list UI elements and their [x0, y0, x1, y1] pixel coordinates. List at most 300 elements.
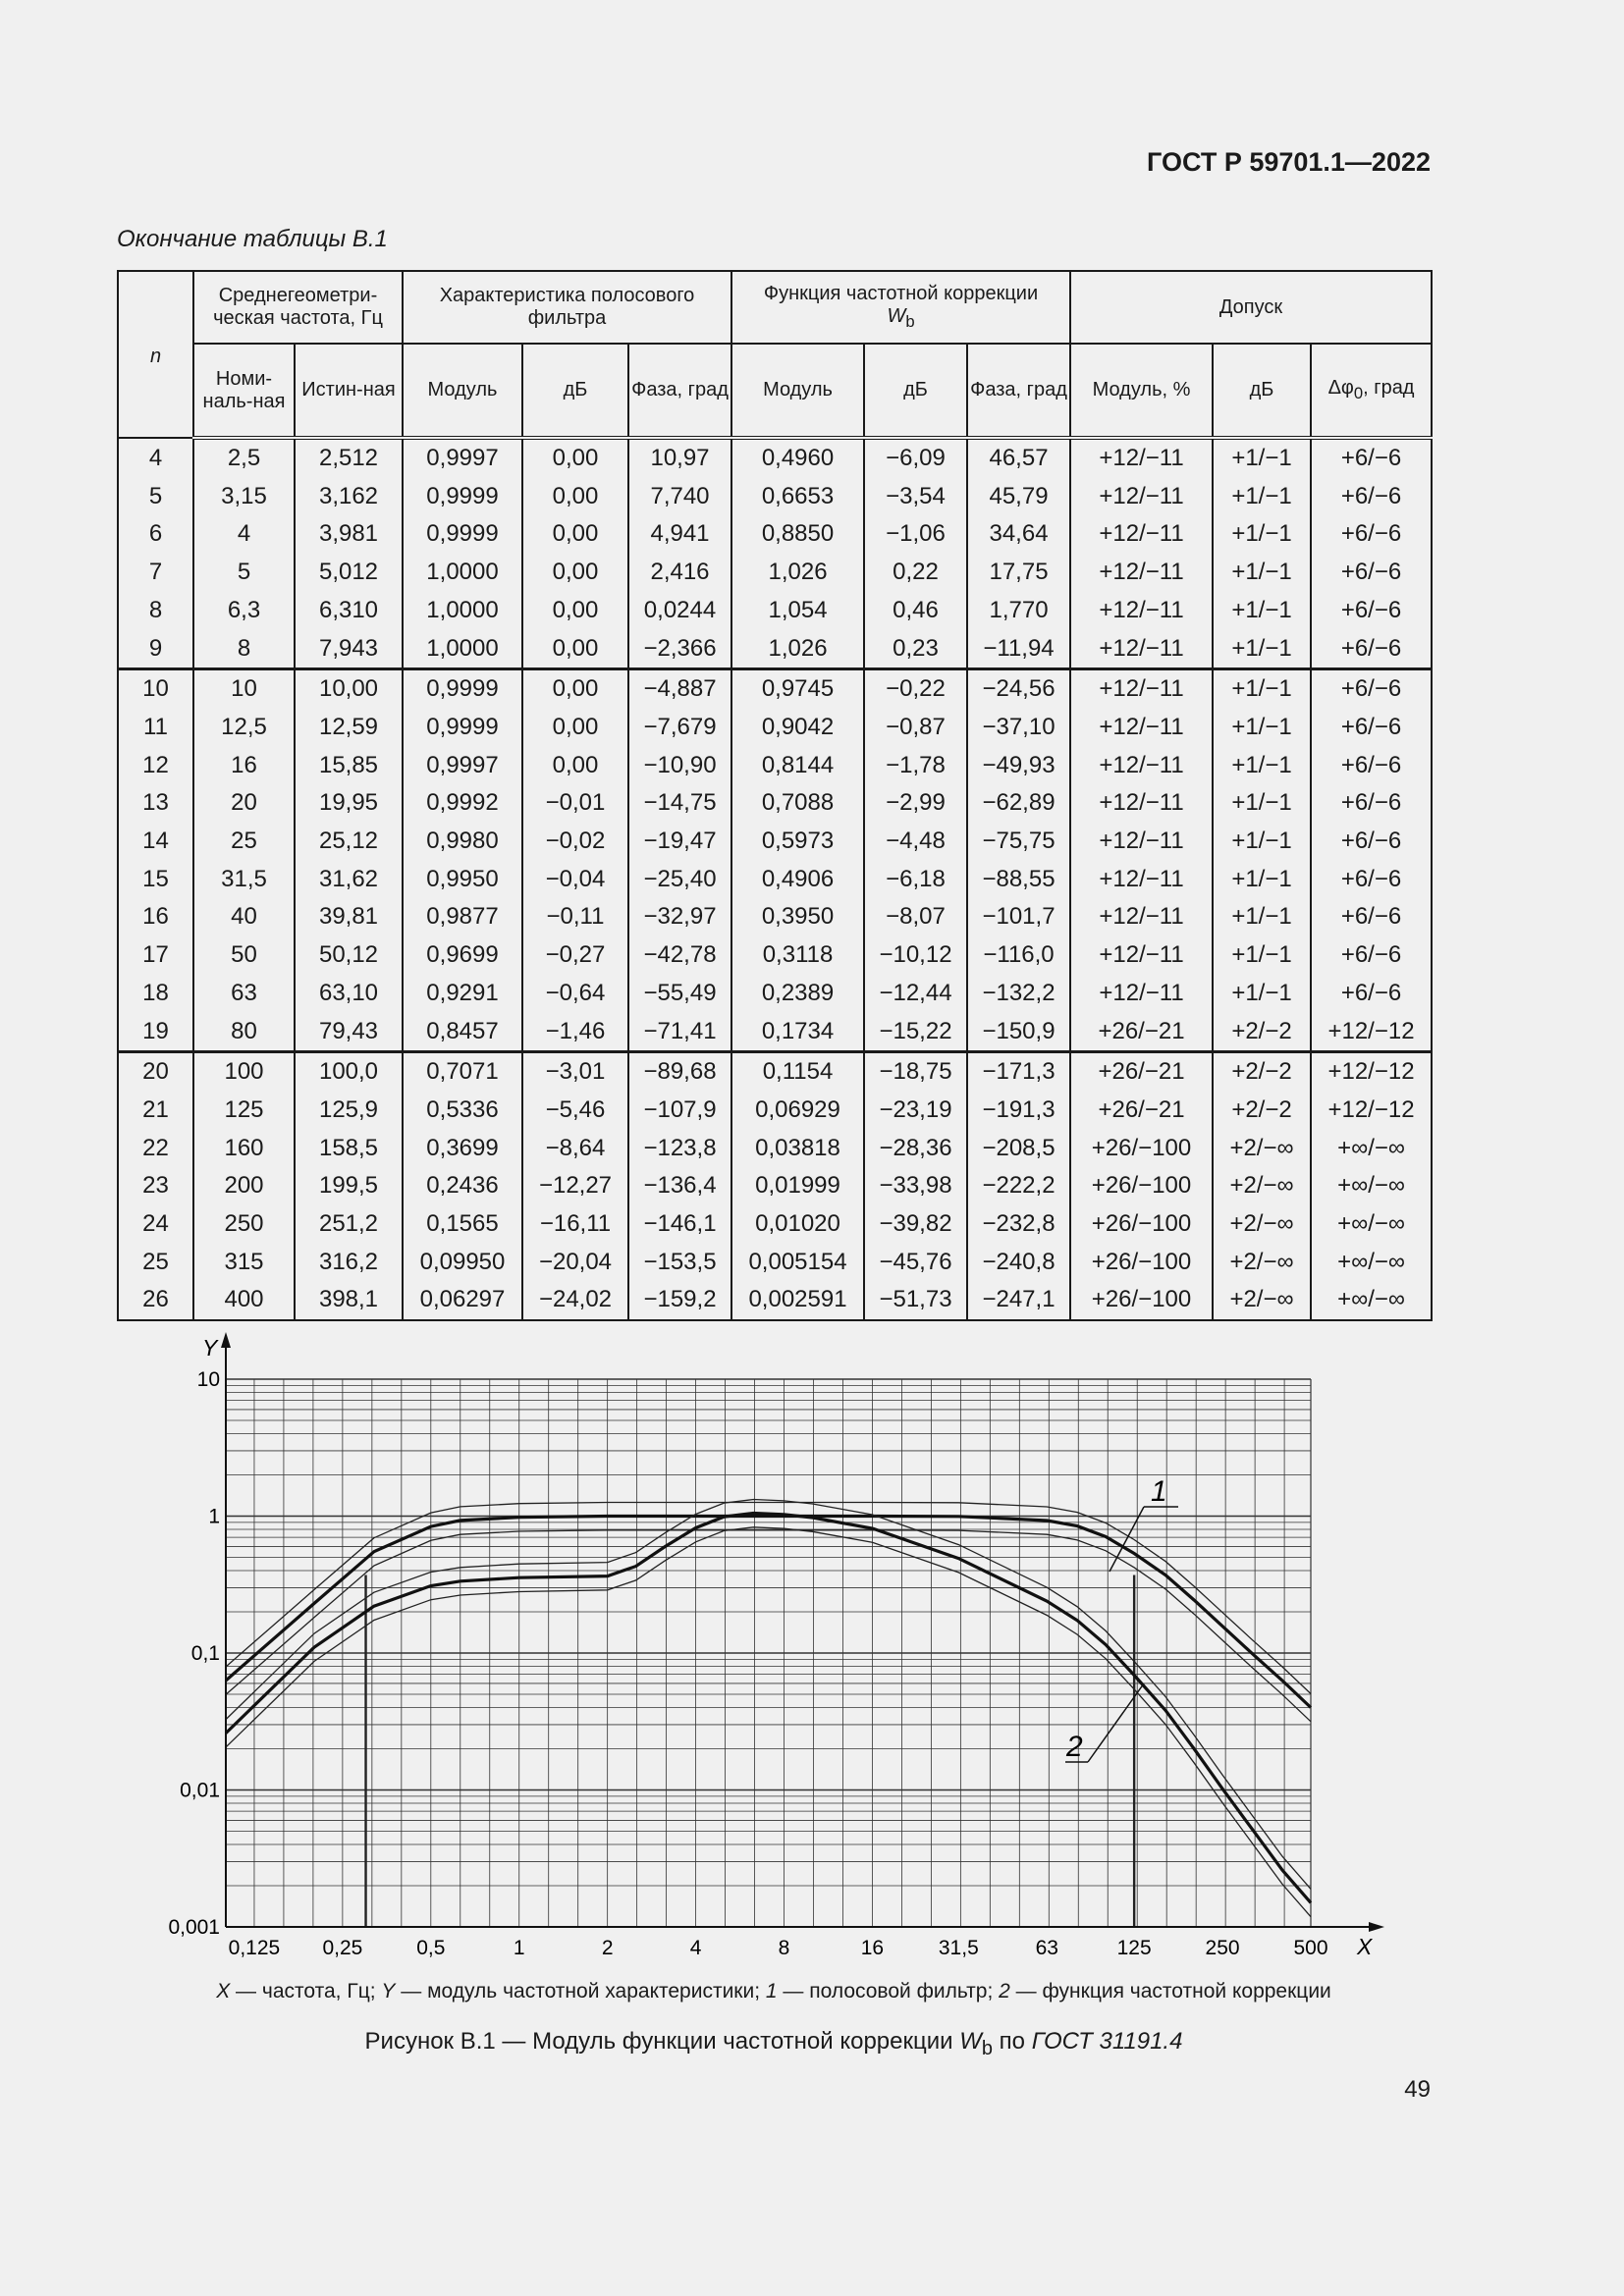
table-cell: 0,00 — [522, 554, 628, 592]
table-cell: −222,2 — [967, 1167, 1070, 1205]
table-cell: 2,5 — [193, 438, 295, 478]
table-cell: +1/−1 — [1213, 709, 1311, 747]
caption-prefix: Рисунок В.1 — Модуль функции частотной коррекции — [364, 2028, 960, 2055]
table-cell: 0,5336 — [403, 1092, 522, 1130]
table-cell: 0,5973 — [731, 823, 864, 861]
standard-code: ГОСТ Р 59701.1—2022 — [1147, 147, 1431, 177]
table-cell: 2,512 — [295, 438, 403, 478]
table-cell: 250 — [193, 1205, 295, 1244]
table-cell: 25 — [118, 1244, 193, 1282]
table-cell: +∞/−∞ — [1311, 1244, 1432, 1282]
table-cell: +1/−1 — [1213, 438, 1311, 478]
table-cell: 0,8144 — [731, 747, 864, 785]
table-cell: 1,026 — [731, 630, 864, 669]
table-cell: −132,2 — [967, 975, 1070, 1013]
table-cell: −123,8 — [628, 1130, 731, 1168]
table-cell: 17 — [118, 936, 193, 975]
table-cell: 0,9877 — [403, 898, 522, 936]
table-cell: +1/−1 — [1213, 554, 1311, 592]
table-cell: 20 — [118, 1052, 193, 1092]
caption-ref: ГОСТ 31191.4 — [1031, 2028, 1183, 2055]
table-cell: +6/−6 — [1311, 554, 1432, 592]
legend-y-desc: — модуль частотной характеристики; — [395, 1980, 766, 2002]
y-tick-label: 10 — [196, 1368, 220, 1391]
table-cell: +6/−6 — [1311, 669, 1432, 709]
data-table — [117, 270, 1433, 1321]
y-tick-label: 0,01 — [180, 1779, 220, 1802]
x-tick-label: 1 — [513, 1937, 525, 1959]
table-row — [118, 1244, 1432, 1282]
table-cell: +2/−2 — [1213, 1013, 1311, 1052]
table-cell: 0,4960 — [731, 438, 864, 478]
table-cell: 0,9999 — [403, 478, 522, 516]
table-cell: 315 — [193, 1244, 295, 1282]
x-tick-label: 4 — [689, 1937, 702, 1959]
table-cell: 0,9997 — [403, 747, 522, 785]
table-cell: 4,941 — [628, 515, 731, 554]
legend-one-desc: — полосовой фильтр; — [777, 1980, 1000, 2002]
table-cell: −12,27 — [522, 1167, 628, 1205]
table-cell: 3,981 — [295, 515, 403, 554]
table-cell: 0,005154 — [731, 1244, 864, 1282]
header-wb-db: дБ — [864, 344, 967, 438]
table-cell: 0,00 — [522, 515, 628, 554]
table-caption: Окончание таблицы В.1 — [117, 226, 388, 252]
table-cell: +1/−1 — [1213, 823, 1311, 861]
table-cell: −75,75 — [967, 823, 1070, 861]
table-cell: −240,8 — [967, 1244, 1070, 1282]
table-cell: 1,0000 — [403, 592, 522, 630]
table-cell: 20 — [193, 784, 295, 823]
table-cell: 0,00 — [522, 630, 628, 669]
caption-sub: b — [981, 2037, 993, 2059]
header-tol-phase — [1311, 344, 1432, 438]
table-cell: 0,7071 — [403, 1052, 522, 1092]
table-cell: 21 — [118, 1092, 193, 1130]
table-cell: 0,9950 — [403, 861, 522, 899]
table-row — [118, 1130, 1432, 1168]
table-cell: 19 — [118, 1013, 193, 1052]
table-cell: +26/−21 — [1070, 1013, 1213, 1052]
table-cell: 31,5 — [193, 861, 295, 899]
table-cell: −0,27 — [522, 936, 628, 975]
y-tick-label: 1 — [208, 1505, 220, 1528]
table-cell: 0,8850 — [731, 515, 864, 554]
table-cell: 16 — [193, 747, 295, 785]
table-cell: 12,59 — [295, 709, 403, 747]
table-cell: +12/−11 — [1070, 630, 1213, 669]
table-cell: 0,9291 — [403, 975, 522, 1013]
table-cell: 26 — [118, 1281, 193, 1320]
table-cell: 0,00 — [522, 592, 628, 630]
table-cell: −0,02 — [522, 823, 628, 861]
table-cell: −3,54 — [864, 478, 967, 516]
table-cell: −33,98 — [864, 1167, 967, 1205]
figure-chart — [157, 1330, 1394, 1968]
table-cell: 0,1154 — [731, 1052, 864, 1092]
legend-y: Y — [381, 1980, 396, 2002]
table-cell: 0,00 — [522, 709, 628, 747]
callout-2-leader — [1088, 1683, 1144, 1762]
table-cell: 63,10 — [295, 975, 403, 1013]
table-cell: 11 — [118, 709, 193, 747]
table-cell: −5,46 — [522, 1092, 628, 1130]
table-cell: 200 — [193, 1167, 295, 1205]
table-cell: 19,95 — [295, 784, 403, 823]
header-tol-db: дБ — [1213, 344, 1311, 438]
table-cell: 0,9999 — [403, 515, 522, 554]
table-cell: +12/−11 — [1070, 823, 1213, 861]
table-cell: 0,8457 — [403, 1013, 522, 1052]
table-row — [118, 1205, 1432, 1244]
table-cell: 12,5 — [193, 709, 295, 747]
table-cell: −1,78 — [864, 747, 967, 785]
y-tick-label: 0,1 — [190, 1642, 220, 1665]
table-cell: 17,75 — [967, 554, 1070, 592]
header-weighting-sub: b — [905, 311, 915, 331]
table-cell: 0,1565 — [403, 1205, 522, 1244]
table-cell: +1/−1 — [1213, 936, 1311, 975]
table-row — [118, 478, 1432, 516]
table-cell: −6,18 — [864, 861, 967, 899]
table-body — [118, 438, 1432, 1320]
table-cell: +2/−∞ — [1213, 1244, 1311, 1282]
legend-two: 2 — [999, 1980, 1010, 2002]
table-cell: 0,9999 — [403, 669, 522, 709]
callout-2-label: 2 — [1066, 1731, 1083, 1763]
table-cell: 158,5 — [295, 1130, 403, 1168]
x-tick-label: 16 — [860, 1937, 885, 1959]
table-cell: 2,416 — [628, 554, 731, 592]
table-cell: +12/−11 — [1070, 478, 1213, 516]
table-cell: +12/−12 — [1311, 1092, 1432, 1130]
table-cell: +6/−6 — [1311, 784, 1432, 823]
table-cell: +6/−6 — [1311, 936, 1432, 975]
table-cell: 22 — [118, 1130, 193, 1168]
table-cell: +∞/−∞ — [1311, 1130, 1432, 1168]
table-cell: 0,06929 — [731, 1092, 864, 1130]
table-cell: +6/−6 — [1311, 898, 1432, 936]
table-cell: −28,36 — [864, 1130, 967, 1168]
table-row — [118, 1281, 1432, 1320]
table-cell: 0,3950 — [731, 898, 864, 936]
table-cell: −24,02 — [522, 1281, 628, 1320]
header-weighting-symbol: W — [887, 304, 906, 327]
chart-axes — [221, 1332, 1384, 1932]
header-wb-module: Модуль — [731, 344, 864, 438]
table-cell: +12/−12 — [1311, 1013, 1432, 1052]
table-cell: 398,1 — [295, 1281, 403, 1320]
callout-1-label: 1 — [1151, 1475, 1167, 1508]
table-cell: 0,9980 — [403, 823, 522, 861]
curve-2-lower — [226, 1527, 1311, 1917]
legend-one: 1 — [765, 1980, 778, 2002]
table-cell: 16 — [118, 898, 193, 936]
table-cell: +26/−21 — [1070, 1052, 1213, 1092]
table-cell: −16,11 — [522, 1205, 628, 1244]
table-cell: +1/−1 — [1213, 669, 1311, 709]
table-cell: −116,0 — [967, 936, 1070, 975]
table-cell: −32,97 — [628, 898, 731, 936]
table-cell: −4,887 — [628, 669, 731, 709]
table-cell: −45,76 — [864, 1244, 967, 1282]
table-cell: −1,06 — [864, 515, 967, 554]
table-cell: −171,3 — [967, 1052, 1070, 1092]
table-cell: −247,1 — [967, 1281, 1070, 1320]
table-row — [118, 630, 1432, 669]
header-bp-module: Модуль — [403, 344, 522, 438]
table-cell: 10,00 — [295, 669, 403, 709]
x-axis-label: X — [1357, 1934, 1373, 1959]
table-cell: 10,97 — [628, 438, 731, 478]
table-cell: 0,46 — [864, 592, 967, 630]
table-cell: 0,002591 — [731, 1281, 864, 1320]
table-cell: 0,3118 — [731, 936, 864, 975]
x-tick-label: 0,125 — [228, 1937, 281, 1959]
table-cell: +6/−6 — [1311, 975, 1432, 1013]
table-cell: 316,2 — [295, 1244, 403, 1282]
table-cell: +26/−100 — [1070, 1281, 1213, 1320]
table-cell: −191,3 — [967, 1092, 1070, 1130]
table-cell: 0,00 — [522, 669, 628, 709]
header-dphi: Δφ — [1327, 376, 1354, 399]
chart-svg — [157, 1330, 1394, 1968]
table-cell: 0,9999 — [403, 709, 522, 747]
table-row — [118, 936, 1432, 975]
table-row — [118, 592, 1432, 630]
table-cell: +1/−1 — [1213, 515, 1311, 554]
table-cell: −15,22 — [864, 1013, 967, 1052]
table-cell: −55,49 — [628, 975, 731, 1013]
table-cell: 1,026 — [731, 554, 864, 592]
table-cell: +6/−6 — [1311, 478, 1432, 516]
table-cell: 13 — [118, 784, 193, 823]
table-cell: +12/−11 — [1070, 709, 1213, 747]
table-cell: −107,9 — [628, 1092, 731, 1130]
page-number: 49 — [1404, 2076, 1431, 2103]
table-cell: 0,6653 — [731, 478, 864, 516]
chart-curves — [226, 1500, 1311, 1917]
table-cell: 0,9699 — [403, 936, 522, 975]
table-cell: −14,75 — [628, 784, 731, 823]
table-cell: 100 — [193, 1052, 295, 1092]
table-cell: +1/−1 — [1213, 747, 1311, 785]
curve-1-upper — [226, 1503, 1311, 1694]
table-cell: −7,679 — [628, 709, 731, 747]
table-cell: −0,87 — [864, 709, 967, 747]
table-cell: +6/−6 — [1311, 747, 1432, 785]
table-cell: 0,9992 — [403, 784, 522, 823]
table-row — [118, 975, 1432, 1013]
table-cell: −0,64 — [522, 975, 628, 1013]
header-tolerance: Допуск — [1070, 271, 1432, 344]
table-cell: 79,43 — [295, 1013, 403, 1052]
legend-x: X — [216, 1980, 231, 2002]
table-cell: 4 — [118, 438, 193, 478]
table-cell: 39,81 — [295, 898, 403, 936]
table-cell: 1,0000 — [403, 630, 522, 669]
table-cell: +1/−1 — [1213, 478, 1311, 516]
header-dphi-sub: 0 — [1353, 383, 1364, 402]
table-cell: 0,09950 — [403, 1244, 522, 1282]
table-cell: 0,22 — [864, 554, 967, 592]
table-cell: 8 — [118, 592, 193, 630]
table-cell: −12,44 — [864, 975, 967, 1013]
table-cell: 5,012 — [295, 554, 403, 592]
table-cell: 5 — [193, 554, 295, 592]
x-tick-label: 31,5 — [938, 1937, 979, 1959]
table-cell: 10 — [118, 669, 193, 709]
table-cell: +12/−11 — [1070, 936, 1213, 975]
table-cell: −8,07 — [864, 898, 967, 936]
header-geo-freq: Среднегеометри-ческая частота, Гц — [193, 271, 403, 344]
figure-legend — [117, 1980, 1431, 2003]
header-tol-module: Модуль, % — [1070, 344, 1213, 438]
table-row — [118, 554, 1432, 592]
table-cell: −2,366 — [628, 630, 731, 669]
table-cell: 6 — [118, 515, 193, 554]
table-cell: 251,2 — [295, 1205, 403, 1244]
header-dphi-unit: , град — [1363, 376, 1415, 399]
table-cell: −39,82 — [864, 1205, 967, 1244]
table-cell: +1/−1 — [1213, 861, 1311, 899]
table-cell: 125,9 — [295, 1092, 403, 1130]
x-tick-label: 0,5 — [416, 1937, 446, 1959]
table-cell: 160 — [193, 1130, 295, 1168]
table-cell: +6/−6 — [1311, 709, 1432, 747]
table-cell: −6,09 — [864, 438, 967, 478]
table-cell: 34,64 — [967, 515, 1070, 554]
table-row — [118, 1013, 1432, 1052]
table-cell: −42,78 — [628, 936, 731, 975]
table-cell: −49,93 — [967, 747, 1070, 785]
header-bp-db: дБ — [522, 344, 628, 438]
x-tick-label: 2 — [601, 1937, 614, 1959]
table-cell: 50 — [193, 936, 295, 975]
table-cell: 10 — [193, 669, 295, 709]
table-cell: −18,75 — [864, 1052, 967, 1092]
table-cell: 12 — [118, 747, 193, 785]
table-cell: −51,73 — [864, 1281, 967, 1320]
table-cell: −159,2 — [628, 1281, 731, 1320]
table-cell: 7,740 — [628, 478, 731, 516]
table-cell: 0,9042 — [731, 709, 864, 747]
y-tick-label: 0,001 — [168, 1916, 220, 1939]
header-weighting — [731, 271, 1070, 344]
chart-grid — [226, 1379, 1311, 1927]
table-cell: 6,3 — [193, 592, 295, 630]
table-cell: +12/−11 — [1070, 592, 1213, 630]
table-cell: −153,5 — [628, 1244, 731, 1282]
table-cell: 1,0000 — [403, 554, 522, 592]
table-cell: −101,7 — [967, 898, 1070, 936]
table-cell: +2/−∞ — [1213, 1167, 1311, 1205]
table-cell: 15,85 — [295, 747, 403, 785]
table-cell: −0,01 — [522, 784, 628, 823]
table-cell: +26/−100 — [1070, 1205, 1213, 1244]
table-cell: +1/−1 — [1213, 630, 1311, 669]
table-cell: 0,4906 — [731, 861, 864, 899]
figure-caption — [117, 2028, 1431, 2060]
table-row — [118, 438, 1432, 478]
table-cell: 0,3699 — [403, 1130, 522, 1168]
x-arrow — [1369, 1922, 1384, 1932]
table-cell: −88,55 — [967, 861, 1070, 899]
table-cell: −11,94 — [967, 630, 1070, 669]
table-cell: 14 — [118, 823, 193, 861]
header-true: Истин-ная — [295, 344, 403, 438]
table-cell: +12/−11 — [1070, 861, 1213, 899]
table-cell: 4 — [193, 515, 295, 554]
x-tick-label: 250 — [1205, 1937, 1240, 1959]
table-cell: +12/−11 — [1070, 669, 1213, 709]
y-axis-label: Y — [202, 1335, 218, 1361]
header-bp-phase: Фаза, град — [628, 344, 731, 438]
table-cell: −208,5 — [967, 1130, 1070, 1168]
legend-two-desc: — функция частотной коррекции — [1009, 1980, 1331, 2002]
table-cell: −2,99 — [864, 784, 967, 823]
table-cell: 1,054 — [731, 592, 864, 630]
table-cell: 8 — [193, 630, 295, 669]
table-cell: −10,12 — [864, 936, 967, 975]
table-cell: −150,9 — [967, 1013, 1070, 1052]
table-cell: 50,12 — [295, 936, 403, 975]
table-cell: 40 — [193, 898, 295, 936]
table-cell: 0,00 — [522, 438, 628, 478]
table-cell: +6/−6 — [1311, 438, 1432, 478]
table-cell: 0,9745 — [731, 669, 864, 709]
table-cell: 400 — [193, 1281, 295, 1320]
table-cell: 7 — [118, 554, 193, 592]
table-cell: −146,1 — [628, 1205, 731, 1244]
table-cell: 15 — [118, 861, 193, 899]
table-cell: 1,770 — [967, 592, 1070, 630]
table-row — [118, 1092, 1432, 1130]
table-cell: 0,06297 — [403, 1281, 522, 1320]
table-cell: 63 — [193, 975, 295, 1013]
table-cell: 6,310 — [295, 592, 403, 630]
table-cell: +12/−11 — [1070, 975, 1213, 1013]
table-cell: −4,48 — [864, 823, 967, 861]
table-cell: −0,04 — [522, 861, 628, 899]
table-cell: 3,162 — [295, 478, 403, 516]
table-cell: 31,62 — [295, 861, 403, 899]
table-cell: +1/−1 — [1213, 592, 1311, 630]
table-cell: −0,22 — [864, 669, 967, 709]
table-cell: +26/−100 — [1070, 1130, 1213, 1168]
x-tick-label: 0,25 — [322, 1937, 363, 1959]
table-cell: −71,41 — [628, 1013, 731, 1052]
table-cell: +26/−100 — [1070, 1167, 1213, 1205]
table-cell: −136,4 — [628, 1167, 731, 1205]
table-cell: 7,943 — [295, 630, 403, 669]
table-cell: 0,2389 — [731, 975, 864, 1013]
table-cell: +6/−6 — [1311, 592, 1432, 630]
table-cell: −19,47 — [628, 823, 731, 861]
table-cell: −10,90 — [628, 747, 731, 785]
table-cell: −0,11 — [522, 898, 628, 936]
table-cell: +12/−11 — [1070, 747, 1213, 785]
table-cell: 3,15 — [193, 478, 295, 516]
y-arrow — [221, 1332, 231, 1348]
header-wb-phase: Фаза, град — [967, 344, 1070, 438]
table-cell: +2/−2 — [1213, 1092, 1311, 1130]
table-cell: 0,0244 — [628, 592, 731, 630]
table-cell: 5 — [118, 478, 193, 516]
table-cell: 23 — [118, 1167, 193, 1205]
table-cell: +1/−1 — [1213, 784, 1311, 823]
table-cell: −62,89 — [967, 784, 1070, 823]
